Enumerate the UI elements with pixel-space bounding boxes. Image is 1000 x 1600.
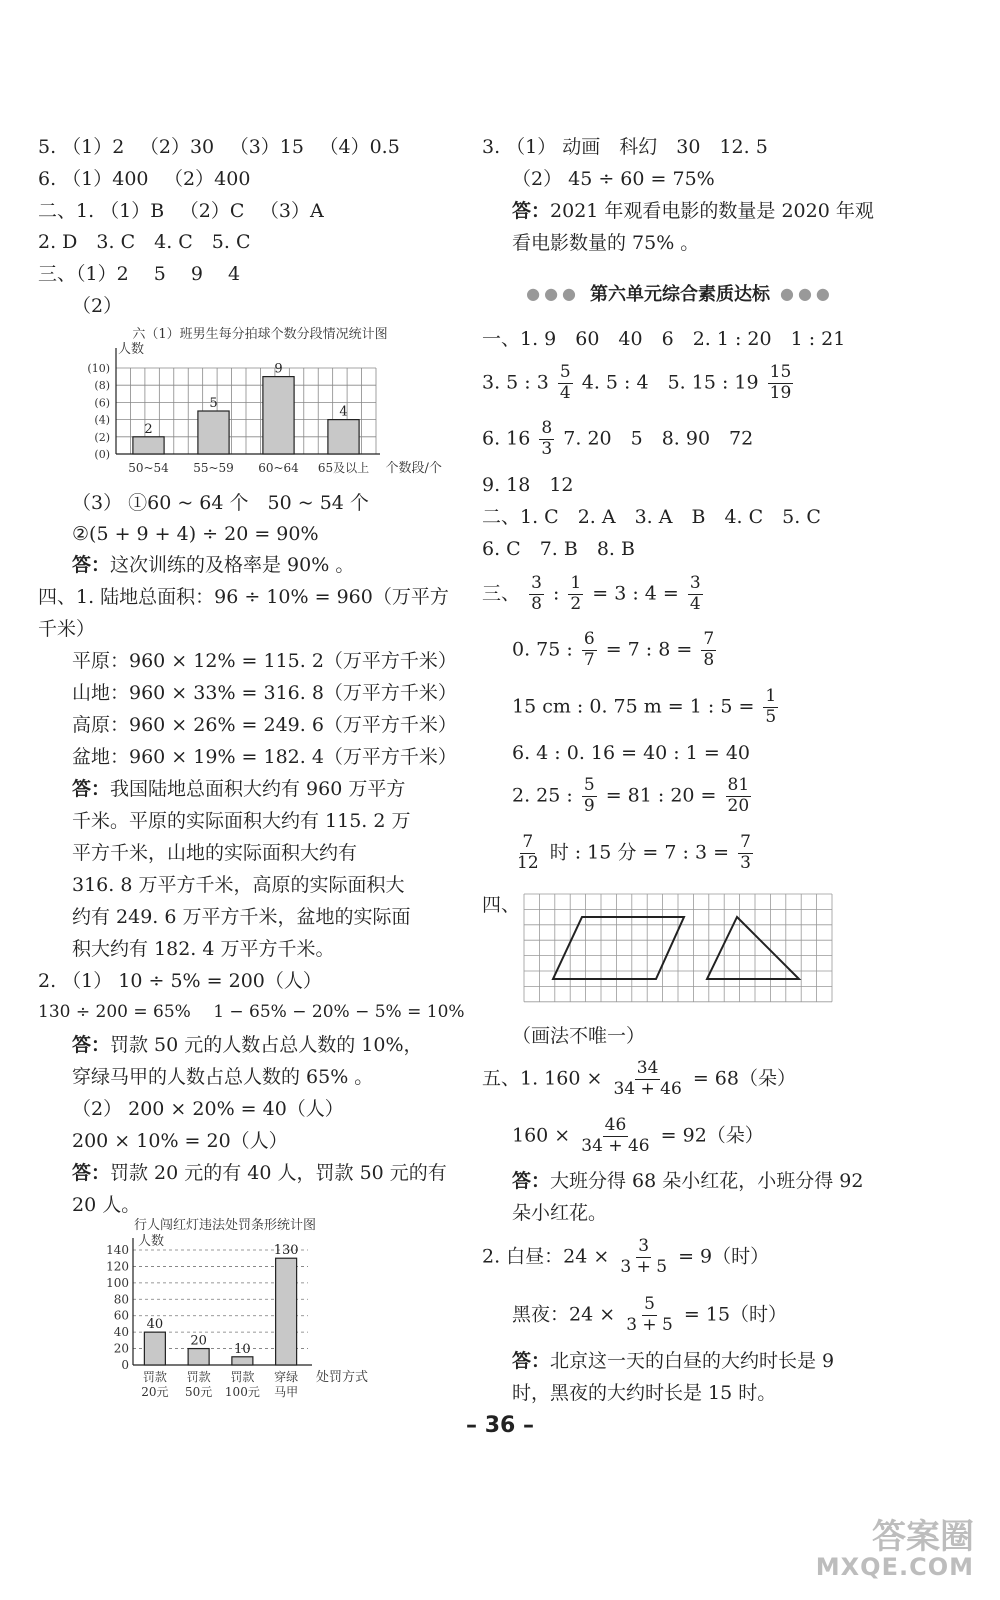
text: = 9（时） (678, 1245, 770, 1268)
denominator: 3 (740, 852, 751, 873)
bar-value-label: 130 (273, 1243, 299, 1259)
answer-line (482, 364, 796, 403)
section-dots-left: ●●● (526, 283, 580, 303)
answer-line: （2） 200 × 20% = 40（人） (72, 1098, 344, 1120)
answer-line: 平原：960 × 12% = 115. 2（万平方千米） (72, 650, 457, 672)
answer-line: 四、1. 陆地总面积：96 ÷ 10% = 960（万平方 (38, 586, 449, 608)
numerator: 3 (531, 573, 542, 593)
answer-line: 316. 8 万平方千米，高原的实际面积大 (72, 874, 405, 896)
y-tick-label: 140 (106, 1243, 129, 1257)
answer-line: 高原：960 × 26% = 249. 6（万平方千米） (72, 714, 457, 736)
denominator: 5 (765, 706, 777, 727)
answer-line: ②(5 + 9 + 4) ÷ 20 = 90% (72, 523, 319, 545)
text: : (552, 582, 560, 605)
text: 3. 5 : 3 (482, 371, 549, 394)
y-tick-label: (4) (94, 413, 110, 427)
fraction (701, 631, 716, 670)
numerator: 7 (522, 832, 534, 852)
denominator: 8 (703, 649, 715, 670)
answer-line: 千米） (38, 618, 96, 640)
answer-line: 四、 (482, 894, 521, 916)
answer-line: 看电影数量的 75% 。 (512, 232, 700, 254)
section-dots-right: ●●● (780, 283, 834, 303)
answer-line: 20 人。 (72, 1194, 141, 1216)
answer-label: 答： (512, 1170, 551, 1192)
text: 6. 16 (482, 427, 531, 450)
y-tick-label: (8) (94, 379, 110, 393)
bar-value-label: 4 (339, 404, 348, 420)
fraction (568, 575, 583, 614)
answer-line (512, 688, 781, 727)
text: 2. 白昼：24 × (482, 1245, 610, 1268)
answer-text: 这次训练的及格率是 90% 。 (110, 554, 355, 576)
answer-line (512, 631, 719, 670)
answer-line (72, 1164, 447, 1183)
chart-title: 行人闯红灯违法处罚条形统计图 (133, 1218, 317, 1233)
y-tick-label: 100 (106, 1275, 129, 1290)
y-tick-label: 0 (121, 1358, 129, 1372)
fraction (529, 575, 544, 614)
text: = 68（朵） (692, 1067, 796, 1090)
fraction (624, 1296, 675, 1335)
numerator: 8 (541, 418, 553, 438)
section-title-text: 第六单元综合素质达标 (590, 284, 770, 305)
y-tick-label: (6) (94, 396, 110, 410)
x-category-label: 罚款 (142, 1370, 167, 1384)
numerator: 3 (689, 573, 701, 593)
answer-label: 答： (512, 200, 551, 222)
x-category-label: 100元 (224, 1385, 260, 1399)
bar-chart-ball-bouncing (70, 320, 460, 480)
text: 黑夜：24 × (512, 1303, 616, 1326)
answer-line: 3. （1） 动画 科幻 30 12. 5 (482, 136, 768, 158)
numerator: 7 (740, 832, 751, 852)
answer-line (512, 202, 874, 221)
answer-line: 穿绿马甲的人数占总人数的 65% 。 (72, 1066, 374, 1088)
answer-line (512, 1172, 864, 1191)
chart-title: 六（1）班男生每分拍球个数分段情况统计图 (132, 327, 388, 342)
answer-line: 山地：960 × 33% = 316. 8（万平方千米） (72, 682, 457, 704)
grid-drawing (520, 890, 850, 1014)
text: 4. 5 : 4 5. 15 : 19 (581, 371, 759, 394)
answer-line: 千米。平原的实际面积大约有 115. 2 万 (72, 810, 411, 832)
numerator: 81 (727, 775, 750, 795)
fraction (768, 364, 794, 403)
bar (133, 437, 164, 454)
x-category-label: 马甲 (274, 1385, 299, 1399)
answer-text: 大班分得 68 朵小红花，小班分得 92 (550, 1170, 864, 1192)
answer-line (72, 556, 354, 575)
answer-line (482, 575, 706, 614)
watermark-url: MXQE.COM (815, 1553, 974, 1581)
answer-line: 时，黑夜的大约时长是 15 时。 (512, 1382, 777, 1404)
numerator: 15 (769, 362, 792, 382)
answer-line (482, 420, 753, 459)
denominator: 2 (570, 593, 582, 614)
text: 0. 75 : (512, 638, 573, 661)
x-category-label: 20元 (141, 1385, 169, 1399)
text: 三、 (482, 582, 521, 605)
bar (198, 411, 229, 454)
denominator: 3 (541, 438, 553, 459)
text: = 81 : 20 = (605, 784, 717, 807)
denominator: 34 + 46 (581, 1135, 650, 1156)
answer-line: 9. 18 12 (482, 474, 574, 496)
answer-label: 答： (72, 1034, 111, 1056)
bar-value-label: 5 (209, 396, 218, 411)
x-category-label: 55~59 (193, 461, 234, 475)
answer-line: （2） 45 ÷ 60 = 75% (512, 168, 715, 190)
x-category-label: 罚款 (230, 1370, 255, 1384)
answer-label: 答： (72, 778, 111, 800)
x-category-label: 60~64 (258, 461, 299, 475)
fraction (582, 631, 597, 670)
answer-line: 6. （1）400 （2）400 (38, 168, 251, 190)
x-category-label: 50元 (184, 1385, 213, 1399)
answer-line: （3） ①60 ~ 64 个 50 ~ 54 个 (72, 492, 369, 514)
answer-line: 一、1. 9 60 40 6 2. 1 : 20 1 : 21 (482, 328, 846, 350)
text: 2. 25 : (512, 784, 573, 807)
fraction (738, 834, 753, 873)
x-category-label: 65及以上 (317, 461, 370, 475)
answer-line: 6. 4 : 0. 16 = 40 : 1 = 40 (512, 742, 751, 764)
text: 时 : 15 分 = 7 : 3 = (549, 841, 730, 864)
answer-line: （画法不唯一） (512, 1025, 646, 1047)
bar (263, 377, 294, 454)
numerator: 5 (559, 362, 571, 382)
answer-line (482, 1060, 796, 1099)
fraction (688, 575, 703, 614)
denominator: 12 (517, 852, 539, 873)
text: 7. 20 5 8. 90 72 (563, 427, 754, 450)
numerator: 3 (638, 1236, 650, 1256)
bar-value-label: 2 (144, 421, 153, 437)
bar-value-label: 40 (146, 1317, 164, 1333)
bar (328, 420, 359, 454)
answer-line: 平方千米，山地的实际面积大约有 (72, 842, 358, 864)
denominator: 8 (531, 593, 542, 614)
answer-line: 二、1. C 2. A 3. A B 4. C 5. C (482, 506, 821, 528)
answer-line: 约有 249. 6 万平方千米，盆地的实际面 (72, 906, 411, 928)
denominator: 3 + 5 (620, 1256, 668, 1277)
bar-value-label: 9 (274, 361, 283, 377)
fraction (726, 777, 752, 816)
answer-line: 盆地：960 × 19% = 182. 4（万平方千米） (72, 746, 457, 768)
parallelogram-shape (553, 917, 684, 979)
y-tick-label: 40 (113, 1325, 129, 1340)
y-tick-label: 120 (106, 1259, 129, 1274)
numerator: 34 (636, 1058, 659, 1078)
text: 五、1. 160 × (482, 1067, 603, 1090)
numerator: 5 (583, 775, 595, 795)
x-category-label: 穿绿 (274, 1370, 299, 1384)
section-title (500, 281, 860, 305)
answer-line (512, 777, 754, 816)
answer-line: 200 × 10% = 20（人） (72, 1130, 288, 1152)
y-tick-label: 60 (113, 1308, 129, 1323)
denominator: 9 (583, 795, 595, 816)
fraction (618, 1238, 669, 1277)
answer-text: 罚款 50 元的人数占总人数的 10%， (110, 1034, 423, 1056)
watermark (815, 1517, 974, 1581)
bar-value-label: 20 (190, 1333, 207, 1349)
answer-label: 答： (72, 554, 111, 576)
answer-line (512, 1352, 834, 1371)
y-tick-label: (2) (94, 430, 110, 444)
bar (144, 1332, 165, 1365)
x-axis-label: 处罚方式 (316, 1370, 369, 1385)
fraction (539, 420, 554, 459)
fraction (515, 834, 541, 873)
x-axis-label: 个数段/个 (385, 461, 442, 476)
answer-line (72, 1036, 423, 1055)
text: = 3 : 4 = (592, 582, 679, 605)
answer-line (482, 1238, 769, 1277)
fraction (582, 777, 597, 816)
denominator: 3 + 5 (626, 1314, 673, 1335)
bar-chart-red-light-penalty (90, 1215, 410, 1410)
answer-line: 2. （1） 10 ÷ 5% = 200（人） (38, 970, 322, 992)
text: 15 cm : 0. 75 m = 1 : 5 = (512, 695, 755, 718)
answer-line: 5. （1）2 （2）30 （3）15 （4）0.5 (38, 136, 400, 158)
denominator: 19 (769, 382, 792, 403)
answer-line: （2） (72, 295, 123, 317)
answer-label: 答： (512, 1350, 551, 1372)
numerator: 5 (644, 1294, 655, 1314)
page-number: – 36 – (466, 1413, 534, 1438)
answer-text: 2021 年观看电影的数量是 2020 年观 (550, 200, 874, 222)
y-tick-label: (10) (87, 362, 110, 375)
fraction (558, 364, 573, 403)
bar (276, 1258, 297, 1365)
x-category-label: 罚款 (186, 1370, 211, 1384)
fraction (763, 688, 778, 727)
y-axis-label: 人数 (118, 342, 145, 357)
answer-text: 我国陆地总面积大约有 960 万平方 (110, 778, 406, 800)
answer-text: 北京这一天的白昼的大约时长是 9 (550, 1350, 835, 1372)
text: 160 × (512, 1124, 571, 1147)
numerator: 7 (703, 629, 715, 649)
answer-line: 朵小红花。 (512, 1202, 608, 1224)
fraction (611, 1060, 683, 1099)
answer-line (512, 834, 756, 873)
bar (232, 1357, 253, 1365)
y-axis-label: 人数 (138, 1234, 165, 1249)
answer-line (512, 1117, 764, 1156)
answer-line: 二、1. （1）B （2）C （3）A (38, 200, 324, 222)
y-tick-label: (0) (94, 448, 110, 461)
answer-line: 2. D 3. C 4. C 5. C (38, 231, 251, 253)
denominator: 4 (689, 593, 701, 614)
answer-line: 130 ÷ 200 = 65% 1 − 65% − 20% − 5% = 10% (38, 1002, 465, 1022)
answer-text: 罚款 20 元的有 40 人，罚款 50 元的有 (110, 1162, 447, 1184)
denominator: 20 (727, 795, 750, 816)
watermark-logo-text: 答案圈 (872, 1517, 974, 1557)
fraction (579, 1117, 651, 1156)
answer-line (72, 780, 405, 799)
answer-line (512, 1296, 787, 1335)
denominator: 7 (583, 649, 595, 670)
triangle-shape (707, 917, 799, 979)
answer-line: 6. C 7. B 8. B (482, 538, 635, 560)
y-tick-label: 20 (113, 1341, 129, 1356)
numerator: 46 (604, 1115, 627, 1135)
denominator: 4 (559, 382, 571, 403)
numerator: 6 (583, 629, 595, 649)
answer-line: 三、（1）2 5 9 4 (38, 263, 241, 285)
text: = 15（时） (683, 1303, 788, 1326)
answer-label: 答： (72, 1162, 111, 1184)
answer-line: 积大约有 182. 4 万平方千米。 (72, 938, 335, 960)
text: = 92（朵） (660, 1124, 764, 1147)
y-tick-label: 80 (113, 1292, 129, 1307)
x-category-label: 50~54 (128, 461, 169, 475)
text: = 7 : 8 = (605, 638, 693, 661)
bar-value-label: 10 (234, 1341, 251, 1357)
denominator: 34 + 46 (613, 1078, 682, 1099)
numerator: 1 (765, 686, 777, 706)
bar (188, 1349, 209, 1365)
numerator: 1 (570, 573, 582, 593)
